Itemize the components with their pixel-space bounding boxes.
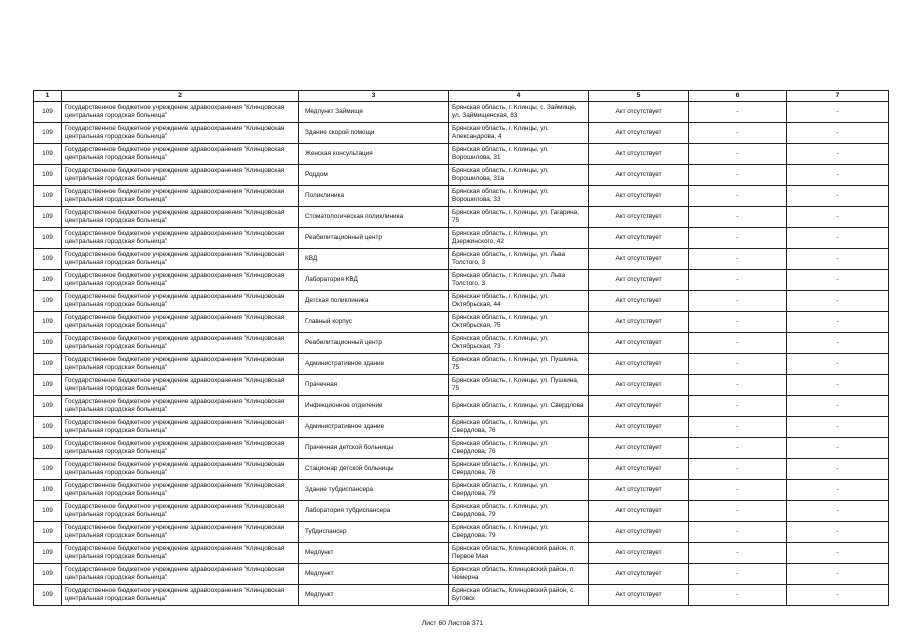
- object-name-cell: Здание тубдиспансера: [299, 480, 449, 501]
- act-status-cell: Акт отсутствует: [589, 228, 689, 249]
- act-status-cell: Акт отсутствует: [589, 396, 689, 417]
- column-header: 4: [449, 91, 589, 102]
- row-number-cell: 109: [34, 438, 62, 459]
- column-7-cell: -: [787, 501, 889, 522]
- address-cell: Брянская область, г. Клинцы, ул. Свердлова, 79: [449, 480, 589, 501]
- address-cell: Брянская область, г. Клинцы, ул. Пушкина, 75: [449, 354, 589, 375]
- table-row: [34, 585, 889, 606]
- column-7-cell: -: [787, 270, 889, 291]
- table-row: [34, 249, 889, 270]
- column-6-cell: -: [689, 585, 787, 606]
- act-status-cell: Акт отсутствует: [589, 564, 689, 585]
- act-status-cell: Акт отсутствует: [589, 543, 689, 564]
- organization-cell: Государственное бюджетное учреждение здравоохранения "Клинцовская центральная городская больница": [62, 270, 299, 291]
- table-body: [34, 102, 889, 606]
- address-cell: Брянская область, г. Клинцы, ул. Пушкина, 75: [449, 375, 589, 396]
- address-cell: Брянская область, Клинцовский район, п. Чемерна: [449, 564, 589, 585]
- column-6-cell: -: [689, 396, 787, 417]
- column-6-cell: -: [689, 543, 787, 564]
- table-row: [34, 417, 889, 438]
- object-name-cell: Женская консультация: [299, 144, 449, 165]
- column-7-cell: -: [787, 354, 889, 375]
- act-status-cell: Акт отсутствует: [589, 123, 689, 144]
- column-7-cell: -: [787, 564, 889, 585]
- organization-cell: Государственное бюджетное учреждение здравоохранения "Клинцовская центральная городская больница": [62, 291, 299, 312]
- act-status-cell: Акт отсутствует: [589, 270, 689, 291]
- table-row: [34, 291, 889, 312]
- column-header: 3: [299, 91, 449, 102]
- object-name-cell: Детская поликлиника: [299, 291, 449, 312]
- organization-cell: Государственное бюджетное учреждение здравоохранения "Клинцовская центральная городская больница": [62, 144, 299, 165]
- organization-cell: Государственное бюджетное учреждение здравоохранения "Клинцовская центральная городская больница": [62, 417, 299, 438]
- act-status-cell: Акт отсутствует: [589, 249, 689, 270]
- act-status-cell: Акт отсутствует: [589, 375, 689, 396]
- column-6-cell: -: [689, 333, 787, 354]
- act-status-cell: Акт отсутствует: [589, 438, 689, 459]
- object-name-cell: Стационар детской больницы: [299, 459, 449, 480]
- table-row: [34, 186, 889, 207]
- column-7-cell: -: [787, 543, 889, 564]
- organization-cell: Государственное бюджетное учреждение здравоохранения "Клинцовская центральная городская больница": [62, 102, 299, 123]
- row-number-cell: 109: [34, 123, 62, 144]
- object-name-cell: Медпункт: [299, 564, 449, 585]
- row-number-cell: 109: [34, 270, 62, 291]
- column-7-cell: -: [787, 144, 889, 165]
- column-7-cell: -: [787, 207, 889, 228]
- object-name-cell: Главный корпус: [299, 312, 449, 333]
- column-6-cell: -: [689, 480, 787, 501]
- column-6-cell: -: [689, 501, 787, 522]
- row-number-cell: 109: [34, 459, 62, 480]
- address-cell: Брянская область, г. Клинцы, ул. Ворошилова, 31а: [449, 165, 589, 186]
- page-footer: Лист 60 Листов 371: [421, 620, 484, 627]
- column-7-cell: -: [787, 312, 889, 333]
- column-7-cell: -: [787, 186, 889, 207]
- object-name-cell: Прачечная: [299, 375, 449, 396]
- column-6-cell: -: [689, 270, 787, 291]
- table-row: [34, 123, 889, 144]
- object-name-cell: Реабилитационный центр: [299, 333, 449, 354]
- row-number-cell: 109: [34, 144, 62, 165]
- act-status-cell: Акт отсутствует: [589, 312, 689, 333]
- object-name-cell: Административное здание: [299, 417, 449, 438]
- act-status-cell: Акт отсутствует: [589, 480, 689, 501]
- organization-cell: Государственное бюджетное учреждение здравоохранения "Клинцовская центральная городская больница": [62, 543, 299, 564]
- address-cell: Брянская область, Клинцовский район, п. Первое Мая: [449, 543, 589, 564]
- column-6-cell: -: [689, 249, 787, 270]
- organization-cell: Государственное бюджетное учреждение здравоохранения "Клинцовская центральная городская больница": [62, 522, 299, 543]
- document-table: [33, 90, 889, 606]
- column-7-cell: -: [787, 480, 889, 501]
- table-row: [34, 564, 889, 585]
- column-7-cell: -: [787, 459, 889, 480]
- column-7-cell: -: [787, 291, 889, 312]
- address-cell: Брянская область, г. Клинцы, ул. Льва Толстого, 3: [449, 270, 589, 291]
- row-number-cell: 109: [34, 333, 62, 354]
- column-header: 6: [689, 91, 787, 102]
- column-6-cell: -: [689, 186, 787, 207]
- organization-cell: Государственное бюджетное учреждение здравоохранения "Клинцовская центральная городская больница": [62, 165, 299, 186]
- row-number-cell: 109: [34, 354, 62, 375]
- column-header: 5: [589, 91, 689, 102]
- organization-cell: Государственное бюджетное учреждение здравоохранения "Клинцовская центральная городская больница": [62, 333, 299, 354]
- column-header: 7: [787, 91, 889, 102]
- row-number-cell: 109: [34, 417, 62, 438]
- column-6-cell: -: [689, 207, 787, 228]
- column-7-cell: -: [787, 123, 889, 144]
- table-row: [34, 207, 889, 228]
- row-number-cell: 109: [34, 228, 62, 249]
- row-number-cell: 109: [34, 585, 62, 606]
- object-name-cell: Роддом: [299, 165, 449, 186]
- address-cell: Брянская область, г. Клинцы, ул. Свердлова, 76: [449, 459, 589, 480]
- column-6-cell: -: [689, 228, 787, 249]
- organization-cell: Государственное бюджетное учреждение здравоохранения "Клинцовская центральная городская больница": [62, 480, 299, 501]
- act-status-cell: Акт отсутствует: [589, 291, 689, 312]
- table-row: [34, 396, 889, 417]
- column-7-cell: -: [787, 102, 889, 123]
- address-cell: Брянская область, г. Клинцы, ул. Свердлова, 76: [449, 417, 589, 438]
- table-row: [34, 543, 889, 564]
- column-6-cell: -: [689, 102, 787, 123]
- organization-cell: Государственное бюджетное учреждение здравоохранения "Клинцовская центральная городская больница": [62, 123, 299, 144]
- table-row: [34, 144, 889, 165]
- organization-cell: Государственное бюджетное учреждение здравоохранения "Клинцовская центральная городская больница": [62, 564, 299, 585]
- address-cell: Брянская область, г. Клинцы, ул. Александрова, 4: [449, 123, 589, 144]
- row-number-cell: 109: [34, 186, 62, 207]
- column-6-cell: -: [689, 522, 787, 543]
- act-status-cell: Акт отсутствует: [589, 501, 689, 522]
- column-6-cell: -: [689, 354, 787, 375]
- address-cell: Брянская область, г. Клинцы, ул. Свердлова: [449, 396, 589, 417]
- address-cell: Брянская область, г. Клинцы, ул. Свердлова, 79: [449, 501, 589, 522]
- object-name-cell: Административное здание: [299, 354, 449, 375]
- column-6-cell: -: [689, 417, 787, 438]
- address-cell: Брянская область, г. Клинцы, ул. Ворошилова, 31: [449, 144, 589, 165]
- table-header-row: [34, 91, 889, 102]
- act-status-cell: Акт отсутствует: [589, 102, 689, 123]
- object-name-cell: Инфекционное отделение: [299, 396, 449, 417]
- column-7-cell: -: [787, 438, 889, 459]
- column-7-cell: -: [787, 396, 889, 417]
- organization-cell: Государственное бюджетное учреждение здравоохранения "Клинцовская центральная городская больница": [62, 501, 299, 522]
- table-row: [34, 459, 889, 480]
- object-name-cell: Тубдиспансер: [299, 522, 449, 543]
- act-status-cell: Акт отсутствует: [589, 144, 689, 165]
- act-status-cell: Акт отсутствует: [589, 333, 689, 354]
- act-status-cell: Акт отсутствует: [589, 522, 689, 543]
- column-header: 1: [34, 91, 62, 102]
- column-6-cell: -: [689, 165, 787, 186]
- row-number-cell: 109: [34, 522, 62, 543]
- table-row: [34, 270, 889, 291]
- column-7-cell: -: [787, 375, 889, 396]
- organization-cell: Государственное бюджетное учреждение здравоохранения "Клинцовская центральная городская больница": [62, 312, 299, 333]
- row-number-cell: 109: [34, 291, 62, 312]
- address-cell: Брянская область, г. Клинцы, ул. Октябрьская, 75: [449, 312, 589, 333]
- organization-cell: Государственное бюджетное учреждение здравоохранения "Клинцовская центральная городская больница": [62, 438, 299, 459]
- row-number-cell: 109: [34, 396, 62, 417]
- column-7-cell: -: [787, 165, 889, 186]
- column-header: 2: [62, 91, 299, 102]
- object-name-cell: Медпункт: [299, 585, 449, 606]
- table-row: [34, 228, 889, 249]
- object-name-cell: Лаборатория КВД: [299, 270, 449, 291]
- act-status-cell: Акт отсутствует: [589, 459, 689, 480]
- object-name-cell: Здание скорой помощи: [299, 123, 449, 144]
- act-status-cell: Акт отсутствует: [589, 165, 689, 186]
- row-number-cell: 109: [34, 375, 62, 396]
- organization-cell: Государственное бюджетное учреждение здравоохранения "Клинцовская центральная городская больница": [62, 207, 299, 228]
- object-name-cell: Прачечная детской больницы: [299, 438, 449, 459]
- table-row: [34, 165, 889, 186]
- column-6-cell: -: [689, 438, 787, 459]
- row-number-cell: 109: [34, 480, 62, 501]
- column-6-cell: -: [689, 564, 787, 585]
- table-row: [34, 522, 889, 543]
- organization-cell: Государственное бюджетное учреждение здравоохранения "Клинцовская центральная городская больница": [62, 249, 299, 270]
- organization-cell: Государственное бюджетное учреждение здравоохранения "Клинцовская центральная городская больница": [62, 228, 299, 249]
- organization-cell: Государственное бюджетное учреждение здравоохранения "Клинцовская центральная городская больница": [62, 354, 299, 375]
- row-number-cell: 109: [34, 207, 62, 228]
- table-row: [34, 375, 889, 396]
- column-7-cell: -: [787, 522, 889, 543]
- act-status-cell: Акт отсутствует: [589, 186, 689, 207]
- act-status-cell: Акт отсутствует: [589, 207, 689, 228]
- table-row: [34, 312, 889, 333]
- table-row: [34, 438, 889, 459]
- table-row: [34, 333, 889, 354]
- object-name-cell: Медпункт: [299, 543, 449, 564]
- row-number-cell: 109: [34, 165, 62, 186]
- address-cell: Брянская область, г. Клинцы, с. Займище, ул. Займищенская, 83: [449, 102, 589, 123]
- object-name-cell: Лаборатория тубдиспансера: [299, 501, 449, 522]
- act-status-cell: Акт отсутствует: [589, 417, 689, 438]
- object-name-cell: Стоматологическая поликлиника: [299, 207, 449, 228]
- table-row: [34, 102, 889, 123]
- column-6-cell: -: [689, 291, 787, 312]
- column-7-cell: -: [787, 585, 889, 606]
- address-cell: Брянская область, г. Клинцы, ул. Дзержинского, 42: [449, 228, 589, 249]
- row-number-cell: 109: [34, 102, 62, 123]
- table-row: [34, 501, 889, 522]
- row-number-cell: 109: [34, 501, 62, 522]
- row-number-cell: 109: [34, 543, 62, 564]
- object-name-cell: Поликлиника: [299, 186, 449, 207]
- address-cell: Брянская область, г. Клинцы, ул. Свердлова, 76: [449, 438, 589, 459]
- act-status-cell: Акт отсутствует: [589, 354, 689, 375]
- object-name-cell: КВД: [299, 249, 449, 270]
- organization-cell: Государственное бюджетное учреждение здравоохранения "Клинцовская центральная городская больница": [62, 459, 299, 480]
- object-name-cell: Реабилитационный центр: [299, 228, 449, 249]
- organization-cell: Государственное бюджетное учреждение здравоохранения "Клинцовская центральная городская больница": [62, 585, 299, 606]
- address-cell: Брянская область, Клинцовский район, с. Бутовск: [449, 585, 589, 606]
- address-cell: Брянская область, г. Клинцы, ул. Свердлова, 79: [449, 522, 589, 543]
- column-7-cell: -: [787, 333, 889, 354]
- column-6-cell: -: [689, 123, 787, 144]
- address-cell: Брянская область, г. Клинцы, ул. Ворошилова, 33: [449, 186, 589, 207]
- organization-cell: Государственное бюджетное учреждение здравоохранения "Клинцовская центральная городская больница": [62, 375, 299, 396]
- act-status-cell: Акт отсутствует: [589, 585, 689, 606]
- column-6-cell: -: [689, 144, 787, 165]
- row-number-cell: 109: [34, 249, 62, 270]
- address-cell: Брянская область, г. Клинцы, ул. Октябрьская, 73: [449, 333, 589, 354]
- column-6-cell: -: [689, 375, 787, 396]
- organization-cell: Государственное бюджетное учреждение здравоохранения "Клинцовская центральная городская больница": [62, 396, 299, 417]
- object-name-cell: Медпункт Займище: [299, 102, 449, 123]
- address-cell: Брянская область, г. Клинцы, ул. Льва Толстого, 3: [449, 249, 589, 270]
- column-7-cell: -: [787, 417, 889, 438]
- row-number-cell: 109: [34, 564, 62, 585]
- column-6-cell: -: [689, 312, 787, 333]
- table-row: [34, 354, 889, 375]
- column-7-cell: -: [787, 249, 889, 270]
- table-row: [34, 480, 889, 501]
- address-cell: Брянская область, г. Клинцы, ул. Октябрьская, 44: [449, 291, 589, 312]
- address-cell: Брянская область, г. Клинцы, ул. Гагарина, 75: [449, 207, 589, 228]
- column-7-cell: -: [787, 228, 889, 249]
- column-6-cell: -: [689, 459, 787, 480]
- organization-cell: Государственное бюджетное учреждение здравоохранения "Клинцовская центральная городская больница": [62, 186, 299, 207]
- row-number-cell: 109: [34, 312, 62, 333]
